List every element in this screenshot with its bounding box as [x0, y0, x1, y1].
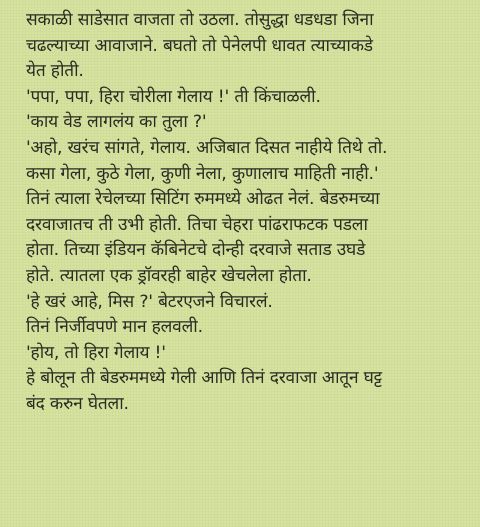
text-line: 'हे खरं आहे, मिस ?' बेटरएजने विचारलं.: [26, 291, 273, 312]
text-line: हे बोलून ती बेडरुममध्ये गेली आणि तिनं दरवाजा आतून घट्ट: [26, 368, 382, 389]
text-line: तिनं त्याला रेचेलच्या सिटिंग रुममध्ये ओढत नेलं. बेडरुमच्या: [26, 189, 380, 210]
text-line: 'पपा, पपा, हिरा चोरीला गेलाय !' ती किंचाळली.: [26, 86, 321, 107]
text-line: होता. तिच्या इंडियन कॅबिनेटचे दोन्ही दरवाजे सताड उघडे: [26, 240, 366, 261]
text-line: दरवाजातच ती उभी होती. तिचा चेहरा पांढराफटक पडला: [26, 214, 368, 235]
text-line: कसा गेला, कुठे गेला, कुणी नेला, कुणालाच माहिती नाही.': [26, 163, 379, 184]
text-line: चढल्याच्या आवाजाने. बघतो तो पेनेलपी धावत त्याच्याकडे: [26, 35, 373, 56]
text-line: बंद करुन घेतला.: [26, 393, 129, 414]
text-line: येत होती.: [26, 61, 84, 82]
text-line: होते. त्यातला एक ड्रॉवरही बाहेर खेचलेला होता.: [26, 265, 312, 286]
text-line: 'अहो, खरंच सांगते, गेलाय. अजिबात दिसत नाहीये तिथे तो.: [26, 137, 388, 158]
text-line: 'काय वेड लागलंय का तुला ?': [26, 112, 207, 133]
text-line: 'होय, तो हिरा गेलाय !': [26, 342, 166, 363]
text-line: सकाळी साडेसात वाजता तो उठला. तोसुद्धा धडधडा जिना: [26, 10, 374, 30]
text-line: तिनं निर्जीवपणे मान हलवली.: [26, 317, 203, 338]
